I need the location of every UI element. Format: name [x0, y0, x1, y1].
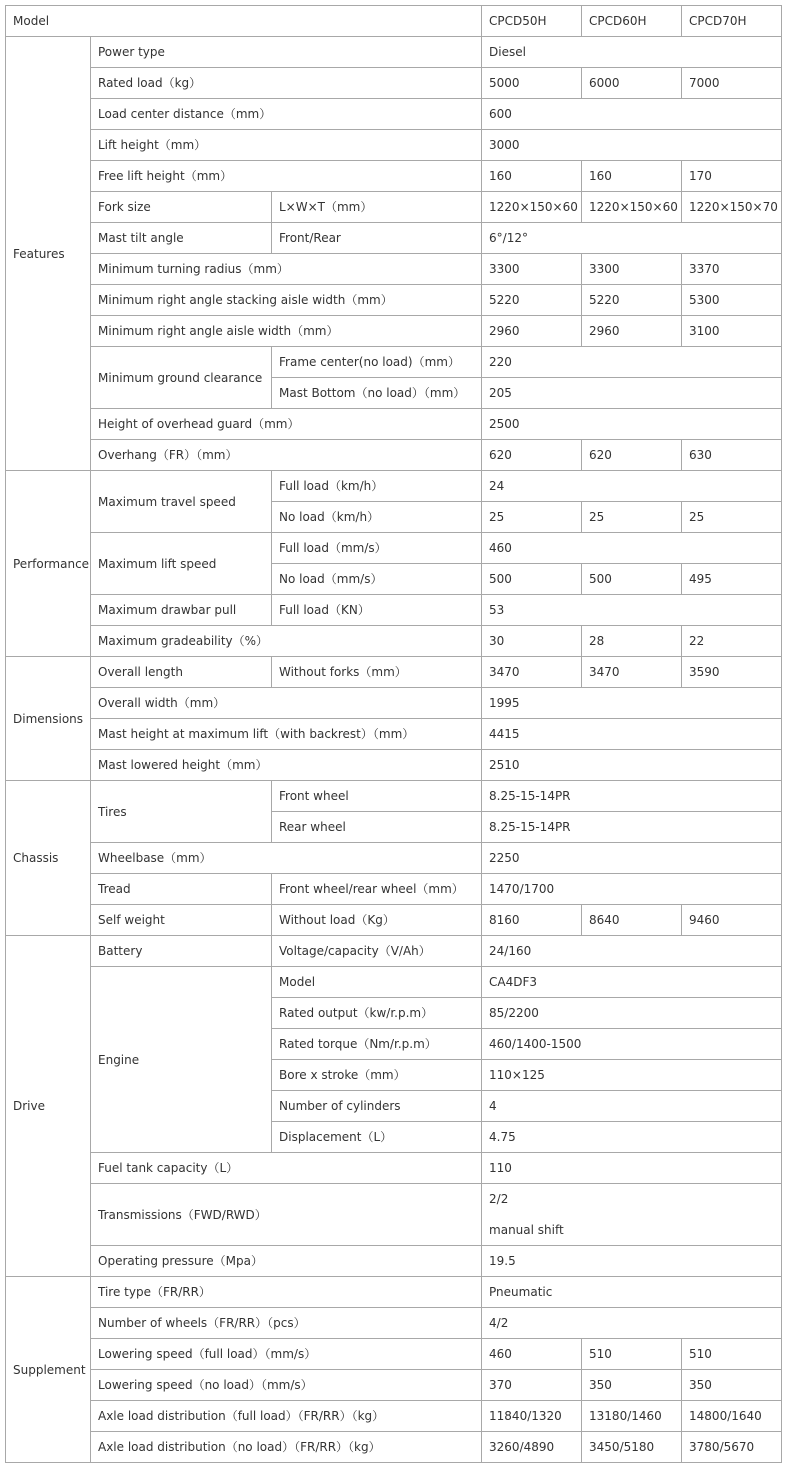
sub-label-cell: Front/Rear: [272, 223, 482, 254]
row-label-cell: Fork size: [91, 192, 272, 223]
value-cell: 205: [482, 378, 782, 409]
sub-label-cell: Full load（KN）: [272, 595, 482, 626]
value-cell: 620: [582, 440, 682, 471]
value-cell: 220: [482, 347, 782, 378]
sub-label-cell: L×W×T（mm）: [272, 192, 482, 223]
value-cell: 350: [682, 1370, 782, 1401]
value-cell: 5220: [582, 285, 682, 316]
row-label-cell: Minimum ground clearance: [91, 347, 272, 409]
value-cell: 22: [682, 626, 782, 657]
value-cell: 4/2: [482, 1308, 782, 1339]
sub-label-cell: Voltage/capacity（V/Ah）: [272, 936, 482, 967]
value-cell: 1220×150×60: [582, 192, 682, 223]
row-label-cell: Battery: [91, 936, 272, 967]
value-cell: 9460: [682, 905, 782, 936]
table-row: [6, 1246, 782, 1277]
row-label-cell: Tire type（FR/RR）: [91, 1277, 482, 1308]
row-label-cell: Axle load distribution（no load）（FR/RR）（kg）: [91, 1432, 482, 1463]
table-row: [6, 1432, 782, 1463]
value-cell: 160: [482, 161, 582, 192]
model-label-cell: Model: [6, 6, 482, 37]
row-label-cell: Overall width（mm）: [91, 688, 482, 719]
row-label-cell: Minimum turning radius（mm）: [91, 254, 482, 285]
table-row: [6, 130, 782, 161]
row-label-cell: Axle load distribution（full load）（FR/RR）（kg）: [91, 1401, 482, 1432]
value-cell: CA4DF3: [482, 967, 782, 998]
value-cell: 495: [682, 564, 782, 595]
value-cell: 19.5: [482, 1246, 782, 1277]
value-cell: 2960: [482, 316, 582, 347]
model-name-cell: CPCD60H: [582, 6, 682, 37]
value-cell: 3000: [482, 130, 782, 161]
table-row: [6, 719, 782, 750]
row-label-cell: Free lift height（mm）: [91, 161, 482, 192]
row-label-cell: Lowering speed（full load）（mm/s）: [91, 1339, 482, 1370]
sub-label-cell: Rated output（kw/r.p.m）: [272, 998, 482, 1029]
row-label-cell: Mast lowered height（mm）: [91, 750, 482, 781]
row-label-cell: Engine: [91, 967, 272, 1153]
sub-label-cell: Model: [272, 967, 482, 998]
sub-label-cell: Without load（Kg）: [272, 905, 482, 936]
value-cell: 6°/12°: [482, 223, 782, 254]
sub-label-cell: Rear wheel: [272, 812, 482, 843]
value-cell: 4: [482, 1091, 782, 1122]
value-cell: 160: [582, 161, 682, 192]
value-cell: 2960: [582, 316, 682, 347]
sub-label-cell: Front wheel: [272, 781, 482, 812]
table-row: [6, 1339, 782, 1370]
value-cell: 14800/1640: [682, 1401, 782, 1432]
table-row: [6, 1370, 782, 1401]
value-cell: 510: [682, 1339, 782, 1370]
table-row: [6, 254, 782, 285]
table-row: [6, 657, 782, 688]
value-cell: 53: [482, 595, 782, 626]
value-cell: 11840/1320: [482, 1401, 582, 1432]
value-cell: 5300: [682, 285, 782, 316]
value-cell: 5000: [482, 68, 582, 99]
row-label-cell: Fuel tank capacity（L）: [91, 1153, 482, 1184]
sub-label-cell: Full load（km/h）: [272, 471, 482, 502]
table-row: [6, 192, 782, 223]
value-cell: 28: [582, 626, 682, 657]
sub-label-cell: No load（mm/s）: [272, 564, 482, 595]
group-label-cell: Chassis: [6, 781, 91, 936]
value-cell: 3300: [482, 254, 582, 285]
value-cell: 620: [482, 440, 582, 471]
row-label-cell: Wheelbase（mm）: [91, 843, 482, 874]
row-label-cell: Rated load（kg）: [91, 68, 482, 99]
model-name-cell: CPCD50H: [482, 6, 582, 37]
value-cell: 510: [582, 1339, 682, 1370]
value-cell: 3370: [682, 254, 782, 285]
row-label-cell: Overhang（FR）（mm）: [91, 440, 482, 471]
row-label-cell: Minimum right angle stacking aisle width（mm）: [91, 285, 482, 316]
value-cell: 5220: [482, 285, 582, 316]
table-row: [6, 1401, 782, 1432]
table-row: [6, 688, 782, 719]
sub-label-cell: Without forks（mm）: [272, 657, 482, 688]
value-cell: 370: [482, 1370, 582, 1401]
table-row: [6, 161, 782, 192]
row-label-cell: Maximum drawbar pull: [91, 595, 272, 626]
row-label-cell: Number of wheels（FR/RR）（pcs）: [91, 1308, 482, 1339]
row-label-cell: Maximum gradeability（%）: [91, 626, 482, 657]
sub-label-cell: Front wheel/rear wheel（mm）: [272, 874, 482, 905]
group-label-cell: Dimensions: [6, 657, 91, 781]
value-cell: 8640: [582, 905, 682, 936]
value-cell: 3260/4890: [482, 1432, 582, 1463]
sub-label-cell: Rated torque（Nm/r.p.m）: [272, 1029, 482, 1060]
value-cell: 3780/5670: [682, 1432, 782, 1463]
table-row: [6, 626, 782, 657]
table-row: [6, 37, 782, 68]
table-row: [6, 471, 782, 502]
table-row: [6, 99, 782, 130]
table-row: [6, 285, 782, 316]
row-label-cell: Mast tilt angle: [91, 223, 272, 254]
table-row: [6, 1308, 782, 1339]
row-label-cell: Lift height（mm）: [91, 130, 482, 161]
table-row: [6, 1153, 782, 1184]
value-cell: 85/2200: [482, 998, 782, 1029]
value-cell: Pneumatic: [482, 1277, 782, 1308]
value-cell: 3300: [582, 254, 682, 285]
row-label-cell: Lowering speed（no load）（mm/s）: [91, 1370, 482, 1401]
row-label-cell: Tread: [91, 874, 272, 905]
value-cell: 110: [482, 1153, 782, 1184]
table-row: [6, 68, 782, 99]
table-row: [6, 1184, 782, 1215]
table-row: [6, 440, 782, 471]
group-label-cell: Supplement: [6, 1277, 91, 1463]
value-cell: 1220×150×60: [482, 192, 582, 223]
value-cell: 8.25-15-14PR: [482, 781, 782, 812]
table-row: [6, 1277, 782, 1308]
value-cell: 350: [582, 1370, 682, 1401]
sub-label-cell: Full load（mm/s）: [272, 533, 482, 564]
value-cell: 25: [582, 502, 682, 533]
row-label-cell: Transmissions（FWD/RWD）: [91, 1184, 482, 1246]
row-label-cell: Power type: [91, 37, 482, 68]
row-label-cell: Minimum right angle aisle width（mm）: [91, 316, 482, 347]
table-row: [6, 316, 782, 347]
sub-label-cell: Frame center(no load)（mm）: [272, 347, 482, 378]
value-cell: 3470: [582, 657, 682, 688]
value-cell: 110×125: [482, 1060, 782, 1091]
sub-label-cell: Mast Bottom（no load）（mm）: [272, 378, 482, 409]
value-cell: 25: [482, 502, 582, 533]
table-row: [6, 595, 782, 626]
row-label-cell: Tires: [91, 781, 272, 843]
sub-label-cell: Bore x stroke（mm）: [272, 1060, 482, 1091]
row-label-cell: Self weight: [91, 905, 272, 936]
row-label-cell: Maximum travel speed: [91, 471, 272, 533]
group-label-cell: Drive: [6, 936, 91, 1277]
value-cell: 460: [482, 533, 782, 564]
group-label-cell: Performance: [6, 471, 91, 657]
value-cell: 500: [582, 564, 682, 595]
table-row: [6, 223, 782, 254]
table-row: [6, 967, 782, 998]
value-cell: 500: [482, 564, 582, 595]
table-row: [6, 750, 782, 781]
value-cell: 1470/1700: [482, 874, 782, 905]
value-cell: 460: [482, 1339, 582, 1370]
table-row: [6, 781, 782, 812]
value-cell: 2500: [482, 409, 782, 440]
value-cell: 7000: [682, 68, 782, 99]
value-cell: 3590: [682, 657, 782, 688]
row-label-cell: Height of overhead guard（mm）: [91, 409, 482, 440]
value-cell: 170: [682, 161, 782, 192]
value-cell: 3450/5180: [582, 1432, 682, 1463]
value-cell: 8160: [482, 905, 582, 936]
value-cell: 3100: [682, 316, 782, 347]
model-name-cell: CPCD70H: [682, 6, 782, 37]
value-cell: 4415: [482, 719, 782, 750]
value-cell: 600: [482, 99, 782, 130]
value-cell: 25: [682, 502, 782, 533]
spec-table: [5, 5, 782, 1463]
table-row: [6, 409, 782, 440]
value-cell: 6000: [582, 68, 682, 99]
table-row: [6, 347, 782, 378]
value-cell: 1220×150×70: [682, 192, 782, 223]
table-row: [6, 843, 782, 874]
table-row: [6, 905, 782, 936]
value-cell: 8.25-15-14PR: [482, 812, 782, 843]
row-label-cell: Maximum lift speed: [91, 533, 272, 595]
value-cell: 2/2: [482, 1184, 782, 1215]
value-cell: Diesel: [482, 37, 782, 68]
value-cell: 4.75: [482, 1122, 782, 1153]
value-cell: 2510: [482, 750, 782, 781]
sub-label-cell: No load（km/h）: [272, 502, 482, 533]
value-cell: 630: [682, 440, 782, 471]
row-label-cell: Operating pressure（Mpa）: [91, 1246, 482, 1277]
row-label-cell: Load center distance（mm）: [91, 99, 482, 130]
value-cell: 30: [482, 626, 582, 657]
value-cell: 24/160: [482, 936, 782, 967]
table-row: [6, 874, 782, 905]
value-cell: 460/1400-1500: [482, 1029, 782, 1060]
header-row: [6, 6, 782, 37]
sub-label-cell: Number of cylinders: [272, 1091, 482, 1122]
sub-label-cell: Displacement（L）: [272, 1122, 482, 1153]
value-cell: 24: [482, 471, 782, 502]
row-label-cell: Overall length: [91, 657, 272, 688]
table-row: [6, 533, 782, 564]
group-label-cell: Features: [6, 37, 91, 471]
table-row: [6, 936, 782, 967]
value-cell: 1995: [482, 688, 782, 719]
value-cell: 2250: [482, 843, 782, 874]
row-label-cell: Mast height at maximum lift（with backrest）（mm）: [91, 719, 482, 750]
value-cell: 3470: [482, 657, 582, 688]
value-cell: manual shift: [482, 1215, 782, 1246]
value-cell: 13180/1460: [582, 1401, 682, 1432]
